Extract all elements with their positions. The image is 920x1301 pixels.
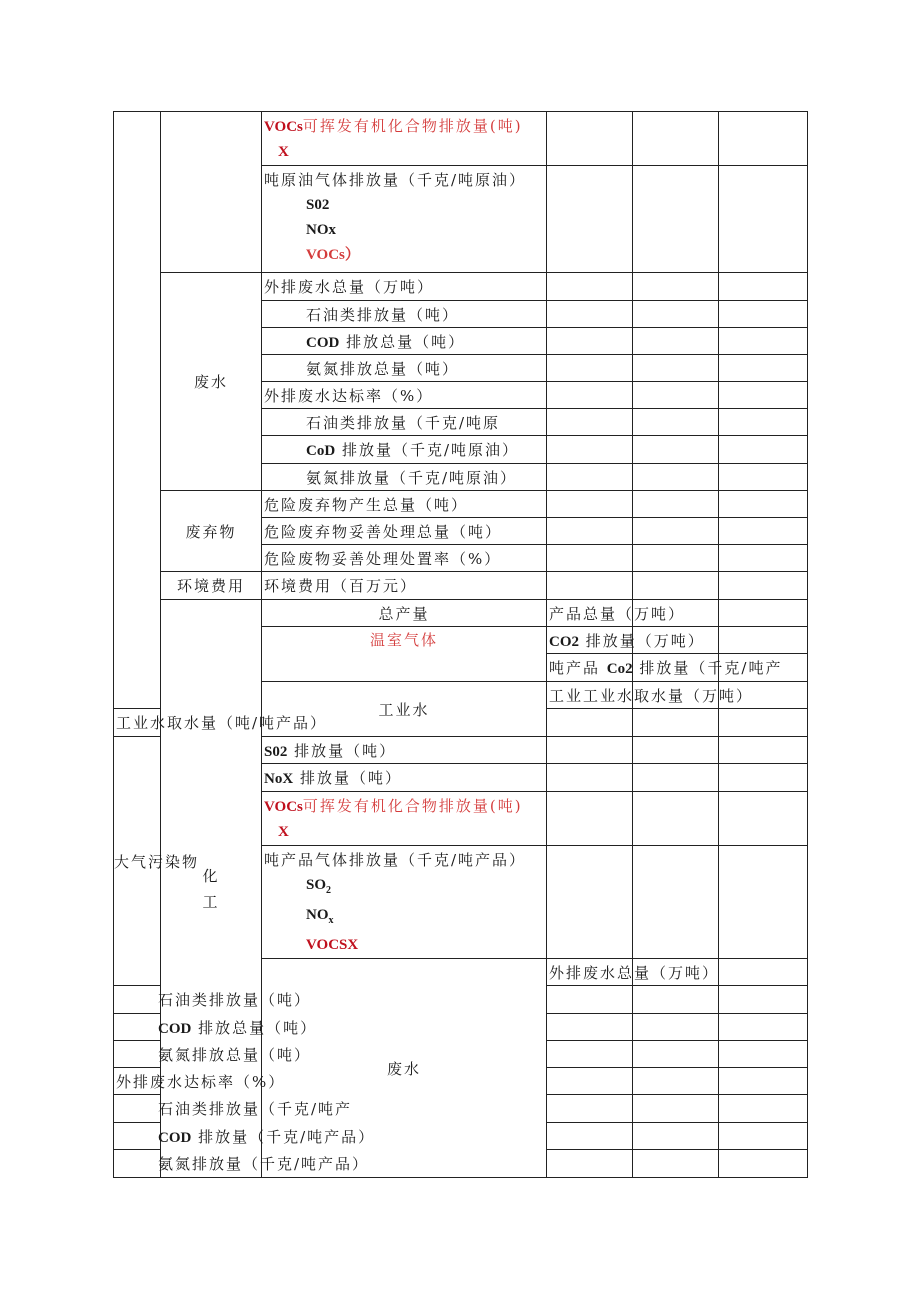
value-cell <box>633 491 719 518</box>
value-cell <box>547 518 633 545</box>
value-cell <box>547 1041 633 1068</box>
x-mark: X <box>278 824 289 840</box>
value-cell <box>633 572 719 600</box>
value-cell <box>719 409 808 436</box>
indicator-cell: 工业水取水量（吨/吨产品） <box>114 709 161 737</box>
value-cell <box>547 572 633 600</box>
table-row <box>114 273 808 301</box>
category-env-cost: 环境费用 <box>161 572 262 600</box>
nox-label: NOx <box>306 222 336 238</box>
value-cell <box>547 1123 633 1150</box>
value-cell <box>719 355 808 382</box>
per-product-gas-indicator <box>262 846 547 959</box>
per-ton-gas-label: 吨原油气体排放量（千克/吨原油） <box>264 171 527 189</box>
indicator-cell: 氨氮排放量（千克/吨产品） <box>114 1150 161 1178</box>
value-cell <box>633 792 719 846</box>
indicator-cell <box>547 627 705 654</box>
table-row <box>114 572 808 600</box>
value-cell <box>719 436 808 464</box>
value-cell <box>633 1041 719 1068</box>
so2-prefix: S02 <box>264 743 288 760</box>
cod-prefix: COD <box>158 1020 192 1037</box>
co2-prefix: CO2 <box>549 633 579 650</box>
value-cell <box>633 764 719 792</box>
indicator-cell: 石油类排放量（千克/吨产 <box>114 1095 161 1123</box>
indicator-cell: 外排废水达标率（%） <box>262 382 547 409</box>
category-air-pollutants: 大气污染物 <box>114 737 161 986</box>
category-wastewater: 废水 <box>161 273 262 491</box>
value-cell <box>547 491 633 518</box>
cod-prefix: COD <box>306 334 340 351</box>
per-gas-label: 吨产品气体排放量（千克/吨产品） <box>264 851 527 869</box>
nox-rest: 排放量（吨） <box>299 769 402 787</box>
indicator-cell: 外排废水总量（万吨） <box>262 273 547 301</box>
value-cell <box>719 273 808 301</box>
value-cell <box>547 986 633 1014</box>
sector-char: 工 <box>202 892 220 911</box>
value-cell <box>547 112 633 166</box>
co2-per-b: Co2 <box>606 661 633 677</box>
indicator-cell: 石油类排放量（千克/吨原 <box>262 409 547 436</box>
value-cell <box>547 436 633 464</box>
value-cell <box>547 545 633 572</box>
indicator-cell <box>114 1123 376 1150</box>
table-row <box>114 600 808 627</box>
indicator-cell: 外排废水总量（万吨） <box>547 959 633 986</box>
indicator-cell: 石油类排放量（吨） <box>262 301 547 328</box>
indicator-cell: 石油类排放量（吨） <box>114 986 161 1014</box>
cod-rest: 排放总量（吨） <box>346 332 466 351</box>
value-cell <box>719 627 808 654</box>
value-cell <box>547 301 633 328</box>
value-cell <box>547 1068 633 1095</box>
value-cell <box>633 737 719 764</box>
indicator-cell <box>262 436 547 464</box>
value-cell <box>547 764 633 792</box>
category-wastewater: 废水 <box>262 959 547 1178</box>
value-cell <box>633 709 719 737</box>
vocs-close-label: VOCs） <box>306 247 360 263</box>
value-cell <box>633 273 719 301</box>
value-cell <box>547 273 633 301</box>
category-industrial-water: 工业水 <box>262 682 547 737</box>
so2-rest: 排放量（吨） <box>294 741 397 760</box>
value-cell <box>719 959 808 986</box>
value-cell <box>719 545 808 572</box>
value-cell <box>719 166 808 273</box>
indicator-cell: 氨氮排放总量（吨） <box>262 355 547 382</box>
vocsx-label: VOCSX <box>306 937 359 953</box>
x-mark: X <box>278 144 289 160</box>
value-cell <box>719 846 808 959</box>
indicator-cell <box>262 328 547 355</box>
vocs-indicator <box>262 112 547 166</box>
indicator-cell: 危险废弃物产生总量（吨） <box>262 491 547 518</box>
indicator-cell: 氨氮排放总量（吨） <box>114 1041 161 1068</box>
per-ton-gas-indicator <box>262 166 547 273</box>
value-cell <box>633 518 719 545</box>
value-cell <box>547 409 633 436</box>
value-cell <box>633 328 719 355</box>
value-cell <box>719 709 808 737</box>
value-cell <box>633 464 719 491</box>
cod-rest: 排放总量（吨） <box>198 1018 318 1037</box>
value-cell <box>719 1068 808 1095</box>
value-cell <box>719 464 808 491</box>
vocs-label: 可挥发有机化合物排放量(吨) <box>302 797 523 815</box>
value-cell <box>633 355 719 382</box>
value-cell <box>719 1123 808 1150</box>
nox-label: $NO_x$ <box>306 907 334 926</box>
value-cell <box>719 1041 808 1068</box>
value-cell <box>633 409 719 436</box>
value-cell <box>633 1014 719 1041</box>
value-cell <box>719 600 808 627</box>
vocs-label: 可挥发有机化合物排放量(吨) <box>302 117 523 135</box>
sector-char: 化 <box>202 866 220 885</box>
so2-label: $SO_2$ <box>306 877 332 896</box>
value-cell <box>719 112 808 166</box>
value-cell <box>633 1123 719 1150</box>
value-cell <box>719 328 808 355</box>
cod-rest: 排放量（千克/吨原油） <box>341 441 520 459</box>
co2-rest: 排放量（万吨） <box>585 631 705 650</box>
vocs-prefix: VOCs <box>264 799 303 815</box>
indicator-cell: 环境费用（百万元） <box>262 572 547 600</box>
category-solid-waste: 废弃物 <box>161 491 262 572</box>
value-cell <box>719 491 808 518</box>
value-cell <box>633 986 719 1014</box>
value-cell <box>719 764 808 792</box>
value-cell <box>547 709 633 737</box>
sector-cell-empty <box>114 112 161 709</box>
co2-per-a: 吨产品 <box>549 659 601 677</box>
value-cell <box>633 382 719 409</box>
indicator-cell: 工业工业水取水量（万吨） <box>547 682 633 709</box>
cod-rest: 排放量（千克/吨产品） <box>198 1127 376 1146</box>
value-cell <box>633 1068 719 1095</box>
category-output: 总产量 <box>262 600 547 627</box>
so2-label: S02 <box>306 197 330 213</box>
vocs-indicator <box>262 792 547 846</box>
value-cell <box>633 301 719 328</box>
value-cell <box>547 737 633 764</box>
table-row <box>114 112 808 166</box>
value-cell <box>719 986 808 1014</box>
indicator-cell: 产品总量（万吨） <box>547 600 633 627</box>
value-cell <box>633 846 719 959</box>
indicator-cell <box>114 1014 318 1041</box>
value-cell <box>719 572 808 600</box>
co2-per-c: 排放量（千克/吨产 <box>639 659 783 677</box>
category-ghg: 温室气体 <box>262 627 547 682</box>
vocs-prefix: VOCs <box>264 119 303 135</box>
table-row <box>114 491 808 518</box>
value-cell <box>719 382 808 409</box>
value-cell <box>547 792 633 846</box>
value-cell <box>547 166 633 273</box>
value-cell <box>719 301 808 328</box>
nox-prefix: NoX <box>264 771 294 787</box>
value-cell <box>547 382 633 409</box>
indicator-cell <box>262 737 547 764</box>
category-cell-empty <box>161 112 262 273</box>
indicator-cell: 危险废弃物妥善处理总量（吨） <box>262 518 547 545</box>
value-cell <box>547 1150 633 1178</box>
indicator-cell: 外排废水达标率（%） <box>114 1068 161 1095</box>
indicator-cell: 危险废物妥善处理处置率（%） <box>262 545 547 572</box>
value-cell <box>633 436 719 464</box>
cod-prefix: COD <box>158 1129 192 1146</box>
value-cell <box>719 1150 808 1178</box>
value-cell <box>547 846 633 959</box>
value-cell <box>547 1014 633 1041</box>
indicator-cell: 氨氮排放量（千克/吨原油） <box>262 464 547 491</box>
value-cell <box>547 1095 633 1123</box>
value-cell <box>719 1095 808 1123</box>
environment-indicator-table <box>113 111 808 1178</box>
cod-prefix: CoD <box>306 443 336 459</box>
value-cell <box>547 355 633 382</box>
value-cell <box>547 328 633 355</box>
value-cell <box>633 1095 719 1123</box>
value-cell <box>719 1014 808 1041</box>
indicator-cell <box>262 764 547 792</box>
value-cell <box>633 112 719 166</box>
value-cell <box>633 545 719 572</box>
value-cell <box>633 1150 719 1178</box>
value-cell <box>719 792 808 846</box>
value-cell <box>719 518 808 545</box>
value-cell <box>633 166 719 273</box>
value-cell <box>719 737 808 764</box>
value-cell <box>547 464 633 491</box>
indicator-cell <box>547 654 783 682</box>
